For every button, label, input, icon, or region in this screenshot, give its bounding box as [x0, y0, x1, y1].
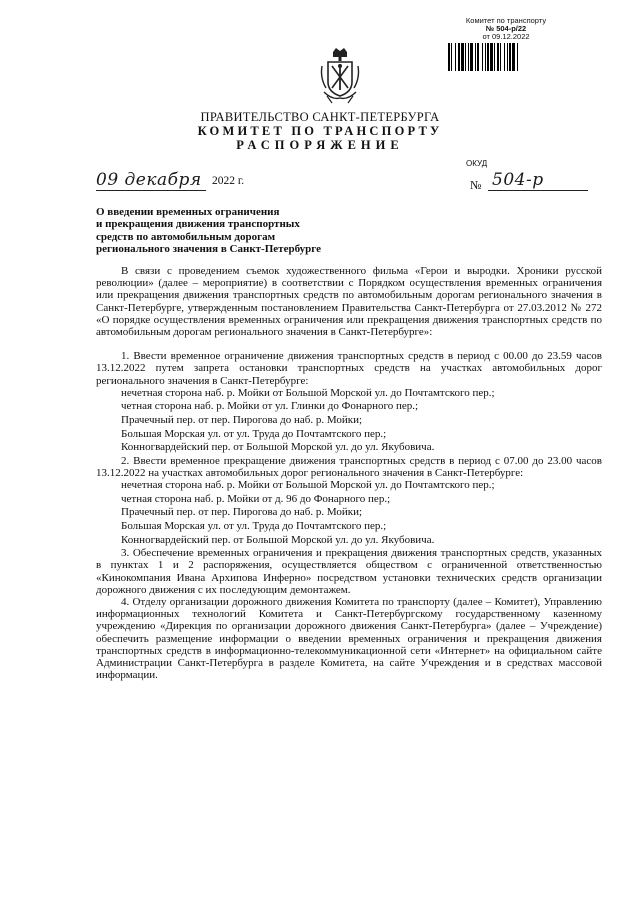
item-4-paragraph: 4. Отделу организации дорожного движения Комитета по транспорту (далее – Комитет), Управлению информационных технологий Комитета и Санкт-Петербургскому государственному казенному учреждению «Дирекция по организации дорожного движения Санкт-Петербурга» (далее – Учреждение) обеспечить размещение информации о введении временных ограничения и прекращения движения транспортных средств в информационно-телекоммуникационной сети «Интернет» на официальном сайте Администрации Санкт-Петербурга в разделе Комитета, на сайте Учреждения и в средствах массовой информации.	[96, 595, 602, 682]
item-1-list	[96, 387, 602, 455]
item-2-paragraph: 2. Ввести временное прекращение движения транспортных средств в период с 07.00 до 23.00 часов 13.12.2022 на участках автомобильных дорог регионального значения в Санкт-Петербурге:	[96, 454, 602, 479]
document-title	[96, 206, 386, 255]
title-line: и прекращения движения транспортных	[96, 218, 300, 231]
list-item: нечетная сторона наб. р. Мойки от Большой Морской ул. до Почтамтского пер.;	[121, 386, 495, 399]
item-1-paragraph: 1. Ввести временное ограничение движения транспортных средств в период с 00.00 до 23.59 часов 13.12.2022 путем запрета остановки транспортных средств на участках автомобильных дорог регионального значения в Санкт-Петербурге:	[96, 350, 602, 387]
stamp-line-3: от 09.12.2022	[482, 32, 530, 41]
registration-stamp	[441, 17, 571, 71]
list-item: Прачечный пер. от пер. Пирогова до наб. р. Мойки;	[121, 414, 363, 427]
title-line: средств по автомобильным дорогам	[96, 230, 276, 243]
committee-name: КОМИТЕТ ПО ТРАНСПОРТУ	[197, 124, 443, 138]
document-number	[470, 170, 600, 192]
list-item: нечетная сторона наб. р. Мойки от Большой Морской ул. до Почтамтского пер.;	[121, 479, 495, 492]
number-sign: №	[470, 178, 482, 192]
title-line: О введении временных ограничения	[96, 206, 280, 218]
handwritten-number: 504-р	[492, 170, 544, 190]
title-line: регионального значения в Санкт-Петербурге	[96, 242, 321, 255]
list-item: четная сторона наб. р. Мойки от д. 96 до Фонарного пер.;	[121, 492, 391, 505]
list-item: Конногвардейский пер. от Большой Морской ул. до ул. Якубовича.	[121, 441, 435, 454]
coat-of-arms-emblem	[318, 48, 362, 104]
date-underline	[96, 190, 206, 191]
date-year: 2022 г.	[212, 175, 245, 187]
document-date	[96, 170, 296, 192]
okud-label: ОКУД	[466, 159, 488, 168]
list-item: Прачечный пер. от пер. Пирогова до наб. р. Мойки;	[121, 506, 363, 519]
government-name: ПРАВИТЕЛЬСТВО САНКТ-ПЕТЕРБУРГА	[200, 110, 440, 124]
barcode	[448, 43, 564, 71]
item-3-paragraph: 3. Обеспечение временных ограничения и прекращения движения транспортных средств, указанных в пунктах 1 и 2 распоряжения, осуществляется обществом с ограниченной ответственностью «Кинокомпания Ивана Архипова Инферно» посредством установки технических средств организации дорожного движения с их последующим демонтажем.	[96, 547, 602, 596]
intro-paragraph: В связи с проведением съемок художественного фильма «Герои и выродки. Хроники русской революции» (далее – мероприятие) в соответствии с Порядком осуществления временных ограничения или прекращения движения транспортных средств по автомобильным дорогам регионального значения в Санкт-Петербурге, утвержденным постановлением Правительства Санкт-Петербурга от 27.03.2012 № 272 «О порядке осуществления временных ограничения или прекращения движения транспортных средств по автомобильным дорогам регионального значения в Санкт-Петербурге»:	[96, 265, 602, 339]
document-body	[96, 265, 602, 681]
stamp-line-1: Комитет по транспорту	[465, 16, 547, 25]
stamp-line-2: № 504-р/22	[485, 24, 527, 33]
handwritten-date: 09 декабря	[96, 170, 202, 190]
number-underline	[488, 190, 588, 191]
list-item: Большая Морская ул. от ул. Труда до Почтамтского пер.;	[121, 519, 387, 532]
document-type: РАСПОРЯЖЕНИЕ	[236, 138, 404, 152]
list-item: Конногвардейский пер. от Большой Морской ул. до ул. Якубовича.	[121, 533, 435, 546]
list-item: Большая Морская ул. от ул. Труда до Почтамтского пер.;	[121, 427, 387, 440]
item-2-list	[96, 479, 602, 547]
list-item: четная сторона наб. р. Мойки от ул. Глинки до Фонарного пер.;	[121, 400, 419, 413]
